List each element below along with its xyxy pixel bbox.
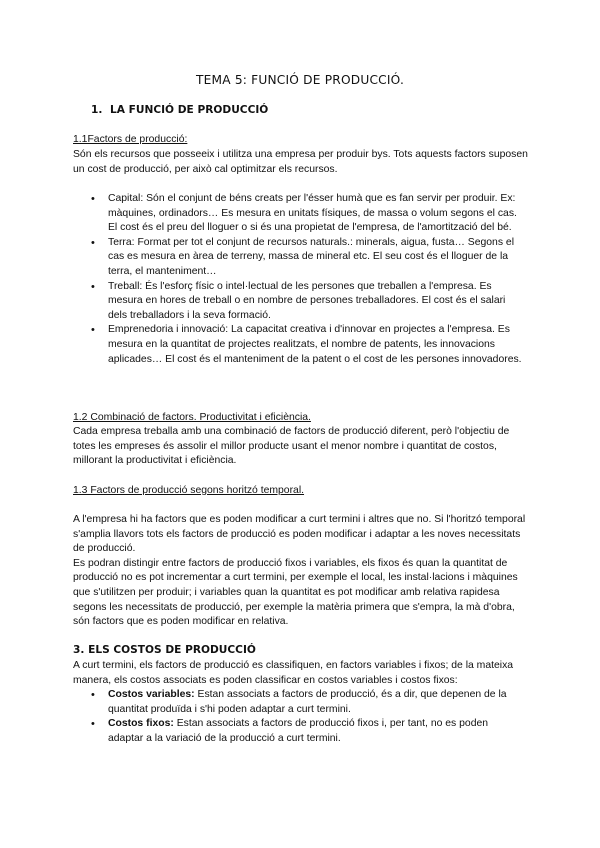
- list-item-fixed-costs: [108, 717, 526, 746]
- variable-costs-text: Estan associats a factors de producció, és a dir, que depenen de la quantitat produïda i s'hi poden adaptar a curt termini.: [108, 689, 507, 715]
- section-3-heading: 3. ELS COSTOS DE PRODUCCIÓ: [73, 644, 256, 656]
- costs-intro-paragraph: A curt termini, els factors de producció es classifiquen, en factors variables i fixos; de la mateixa manera, els costos associats es poden classificar en costos variables i costos fixos:: [73, 660, 514, 686]
- subsection-1-2-text: [73, 425, 533, 469]
- section-1-number: 1.: [91, 104, 103, 116]
- subsection-1-3-heading: 1.3 Factors de producció segons horitzó temporal.: [73, 485, 305, 496]
- variable-costs-label: Costos variables:: [108, 689, 195, 700]
- horizon-paragraph-1: A l'empresa hi ha factors que es poden modificar a curt termini i altres que no. Si l'horitzó temporal s'amplia llavors tots els factors de producció es poden modificar i adaptar a les noves necessitats de producció.: [73, 514, 526, 555]
- subsection-1-2-heading: 1.2 Combinació de factors. Productivitat i eficiència.: [73, 412, 311, 423]
- list-item-emprenedoria: • Emprenedoria i innovació: La capacitat creativa i d'innovar en projectes a l'empresa. Es mesura en la quantitat de projectes realitzats, el nombre de patents, les innovacions aplicades… El cost és el manteniment de la patent o el cost de les persones innovadores.: [108, 323, 526, 367]
- subsection-1-3-text: [73, 513, 533, 630]
- list-item-capital: • Capital: Són el conjunt de béns creats per l'ésser humà que es fan servir per produir. Ex: màquines, ordinadors… Es mesura en unitats físiques, de massa o volum segons el cas. El cost és el preu del lloguer o si és una propietat de l'empresa, de l'amortització del bé.: [108, 192, 526, 236]
- fixed-costs-text: Estan associats a factors de producció fixos i, per tant, no es poden adaptar a la variació de la producció a curt termini.: [108, 718, 489, 744]
- factors-list: [108, 192, 526, 367]
- fixed-costs-label: Costos fixos:: [108, 718, 174, 730]
- subsection-1-1-intro: [73, 148, 533, 177]
- section-1-heading: [91, 103, 268, 118]
- list-item-variable-costs: [108, 688, 526, 717]
- page-title: TEMA 5: FUNCIÓ DE PRODUCCIÓ.: [195, 73, 405, 87]
- combination-paragraph: Cada empresa treballa amb una combinació de factors de producció diferent, però l'objectiu de totes les empreses és assolir el millor producte usant el menor nombre i quantitat de costos, millorant la productivitat i eficiència.: [73, 426, 510, 467]
- list-item-treball: • Treball: És l'esforç físic o intel·lectual de les persones que treballen a l'empresa. Es mesura en hores de treball o en nombre de persones treballadores. El cost és el salari dels treballadors i la seva formació.: [108, 280, 526, 324]
- section-1-title: LA FUNCIÓ DE PRODUCCIÓ: [110, 104, 269, 116]
- list-item-terra: • Terra: Format per tot el conjunt de recursos naturals.: minerals, aigua, fusta… Segons el cas es mesura en àrea de terreny, massa de mineral etc. El seu cost és el lloguer de la terra, el manteniment…: [108, 236, 526, 280]
- costs-list: [108, 688, 526, 746]
- section-3-intro: [73, 659, 533, 688]
- intro-paragraph: Són els recursos que posseeix i utilitza una empresa per produir bys. Tots aquests factors suposen un cost de producció, per això cal optimitzar els recursos.: [73, 149, 528, 175]
- horizon-paragraph-2: Es podran distingir entre factors de producció fixos i variables, els fixos és quan la quantitat de producció no es pot incrementar a curt termini, per exemple el local, les instal·lacions i màquines que s'utilitzen per produir; i variables quan la quantitat es pot modificar amb relativa rapidesa segons les necessitats de producció, per exemple la matèria primera que s'empra, la mà d'obra, són factors que es poden modificar en relativa.: [73, 557, 518, 628]
- subsection-1-1-heading: 1.1Factors de producció:: [73, 134, 188, 145]
